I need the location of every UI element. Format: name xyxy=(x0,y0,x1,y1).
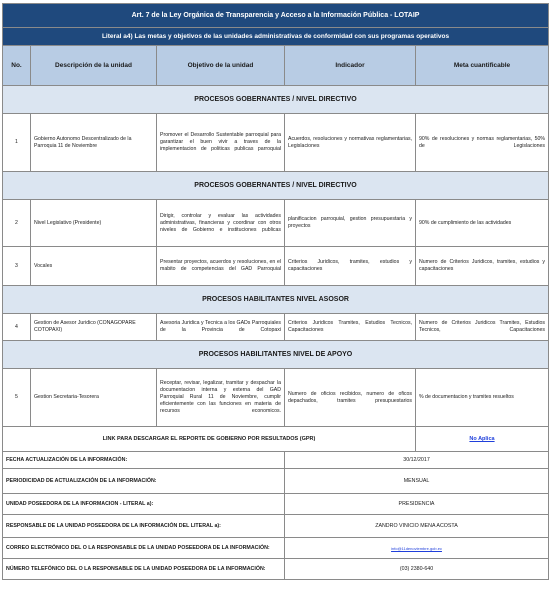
fecha-label: FECHA ACTUALIZACIÓN DE LA INFORMACIÓN: xyxy=(3,452,285,469)
row-indicador: Criterios Juridicos Tramites, Estudios Tecnicos, Capacitaciones xyxy=(285,314,416,341)
row-objetivo: Presentar proyectos, acuerdos y resoluciones, en el mabito de competencias del GAD Parroquial xyxy=(157,247,285,286)
row-meta: Numero de Criterios Juridicos Tramites, Estudios Tecnicos, Capacitaciones xyxy=(416,314,549,341)
gpr-row xyxy=(3,427,549,452)
lotaip-table xyxy=(2,3,549,580)
unidad-label: UNIDAD POSEEDORA DE LA INFORMACION - LITERAL a): xyxy=(3,494,285,515)
row-number: 3 xyxy=(3,247,31,286)
row-indicador: planificacion parroquial, gestion presupuestaria y proyectos xyxy=(285,200,416,247)
gpr-link[interactable]: No Aplica xyxy=(416,427,549,452)
row-meta: % de documentacion y tramites resueltos xyxy=(416,369,549,427)
table-row xyxy=(3,200,549,247)
section-heading-row xyxy=(3,286,549,314)
column-header-objetivo: Objetivo de la unidad xyxy=(157,46,285,86)
info-row-telefono xyxy=(3,559,549,580)
unidad-value: PRESIDENCIA xyxy=(285,494,549,515)
section-heading: PROCESOS GOBERNANTES / NIVEL DIRECTIVO xyxy=(3,172,549,200)
table-subtitle: Literal a4) Las metas y objetivos de las unidades administrativas de conformidad con sus programas operativos xyxy=(3,28,549,46)
row-descripcion: Gobierno Autonomo Descentralizado de la Parroquia 11 de Noviembre xyxy=(31,114,157,172)
row-indicador: Criterios Juridicos, tramites, estudios y capacitaciones xyxy=(285,247,416,286)
section-heading: PROCESOS HABILITANTES NIVEL ASOSOR xyxy=(3,286,549,314)
lotaip-document xyxy=(2,3,548,580)
responsable-value: ZANDRO VINICIO MENA ACOSTA xyxy=(285,515,549,538)
row-number: 2 xyxy=(3,200,31,247)
row-descripcion: Vocales xyxy=(31,247,157,286)
info-row-responsable xyxy=(3,515,549,538)
row-number: 5 xyxy=(3,369,31,427)
telefono-label: NÚMERO TELEFÓNICO DEL O LA RESPONSABLE DE LA UNIDAD POSEEDORA DE LA INFORMACIÓN: xyxy=(3,559,285,580)
section-heading: PROCESOS GOBERNANTES / NIVEL DIRECTIVO xyxy=(3,86,549,114)
responsable-label: RESPONSABLE DE LA UNIDAD POSEEDORA DE LA INFORMACIÓN DEL LITERAL a): xyxy=(3,515,285,538)
row-objetivo: Dirigir, controlar y evaluar las actividades administrativas, financieras y coordinar con otros niveles de Gobierno e instituciones publicas xyxy=(157,200,285,247)
table-row xyxy=(3,369,549,427)
row-meta: 90% de cumplimiento de las actividades xyxy=(416,200,549,247)
row-number: 4 xyxy=(3,314,31,341)
info-row-unidad xyxy=(3,494,549,515)
row-meta: 90% de resoluciones y normas reglamentarias, 50% de Legislaciones xyxy=(416,114,549,172)
table-row xyxy=(3,314,549,341)
section-heading-row xyxy=(3,341,549,369)
row-meta: Numero de Criterios Juridicos, tramites, estudios y capacitaciones xyxy=(416,247,549,286)
row-indicador: Acuerdos, resoluciones y normativas reglamentarias, Legislaciones xyxy=(285,114,416,172)
row-objetivo: Receptar, revisar, legalizar, tramitar y despachar la documentacion interna y externa del GAD Parroquial Rural 11 de Noviembre, cumplir eficientemente con las funciones en materia de recursos economicos. xyxy=(157,369,285,427)
column-header-no: No. xyxy=(3,46,31,86)
row-number: 1 xyxy=(3,114,31,172)
row-objetivo: Asesoria Juridica y Tecnica a los GADs Parroquiales de la Provincia de Cotopaxi xyxy=(157,314,285,341)
row-objetivo: Promover el Desarrollo Sustentable parroquial para garantizar el buen vivir a traves de la implementacion de politicas publicas parroquial xyxy=(157,114,285,172)
column-header-indicador: Indicador xyxy=(285,46,416,86)
correo-link[interactable]: info@11denoviembre.gob.ec xyxy=(285,538,549,559)
info-row-periodicidad xyxy=(3,469,549,494)
gpr-label: LINK PARA DESCARGAR EL REPORTE DE GOBIERNO POR RESULTADOS (GPR) xyxy=(3,427,416,452)
row-descripcion: Gestion de Asesor Juridico (CONAGOPARE COTOPAXI) xyxy=(31,314,157,341)
table-title: Art. 7 de la Ley Orgánica de Transparencia y Acceso a la Información Pública - LOTAIP xyxy=(3,4,549,28)
periodicidad-value: MENSUAL xyxy=(285,469,549,494)
column-header-row xyxy=(3,46,549,86)
info-row-correo xyxy=(3,538,549,559)
fecha-value: 30/12/2017 xyxy=(285,452,549,469)
info-row-fecha xyxy=(3,452,549,469)
column-header-meta: Meta cuantificable xyxy=(416,46,549,86)
section-heading: PROCESOS HABILITANTES NIVEL DE APOYO xyxy=(3,341,549,369)
column-header-descripcion: Descripción de la unidad xyxy=(31,46,157,86)
section-heading-row xyxy=(3,86,549,114)
telefono-value: (03) 2380-640 xyxy=(285,559,549,580)
section-heading-row xyxy=(3,172,549,200)
row-descripcion: Gestion Secretaria-Tesorera xyxy=(31,369,157,427)
table-row xyxy=(3,114,549,172)
table-row xyxy=(3,247,549,286)
periodicidad-label: PERIODICIDAD DE ACTUALIZACIÓN DE LA INFORMACIÓN: xyxy=(3,469,285,494)
row-indicador: Numero de oficios recibidos, numero de oficos depachados, tramites presupuestarios xyxy=(285,369,416,427)
row-descripcion: Nivel Legislativo (Presidente) xyxy=(31,200,157,247)
correo-label: CORREO ELECTRÓNICO DEL O LA RESPONSABLE DE LA UNIDAD POSEEDORA DE LA INFORMACIÓN: xyxy=(3,538,285,559)
